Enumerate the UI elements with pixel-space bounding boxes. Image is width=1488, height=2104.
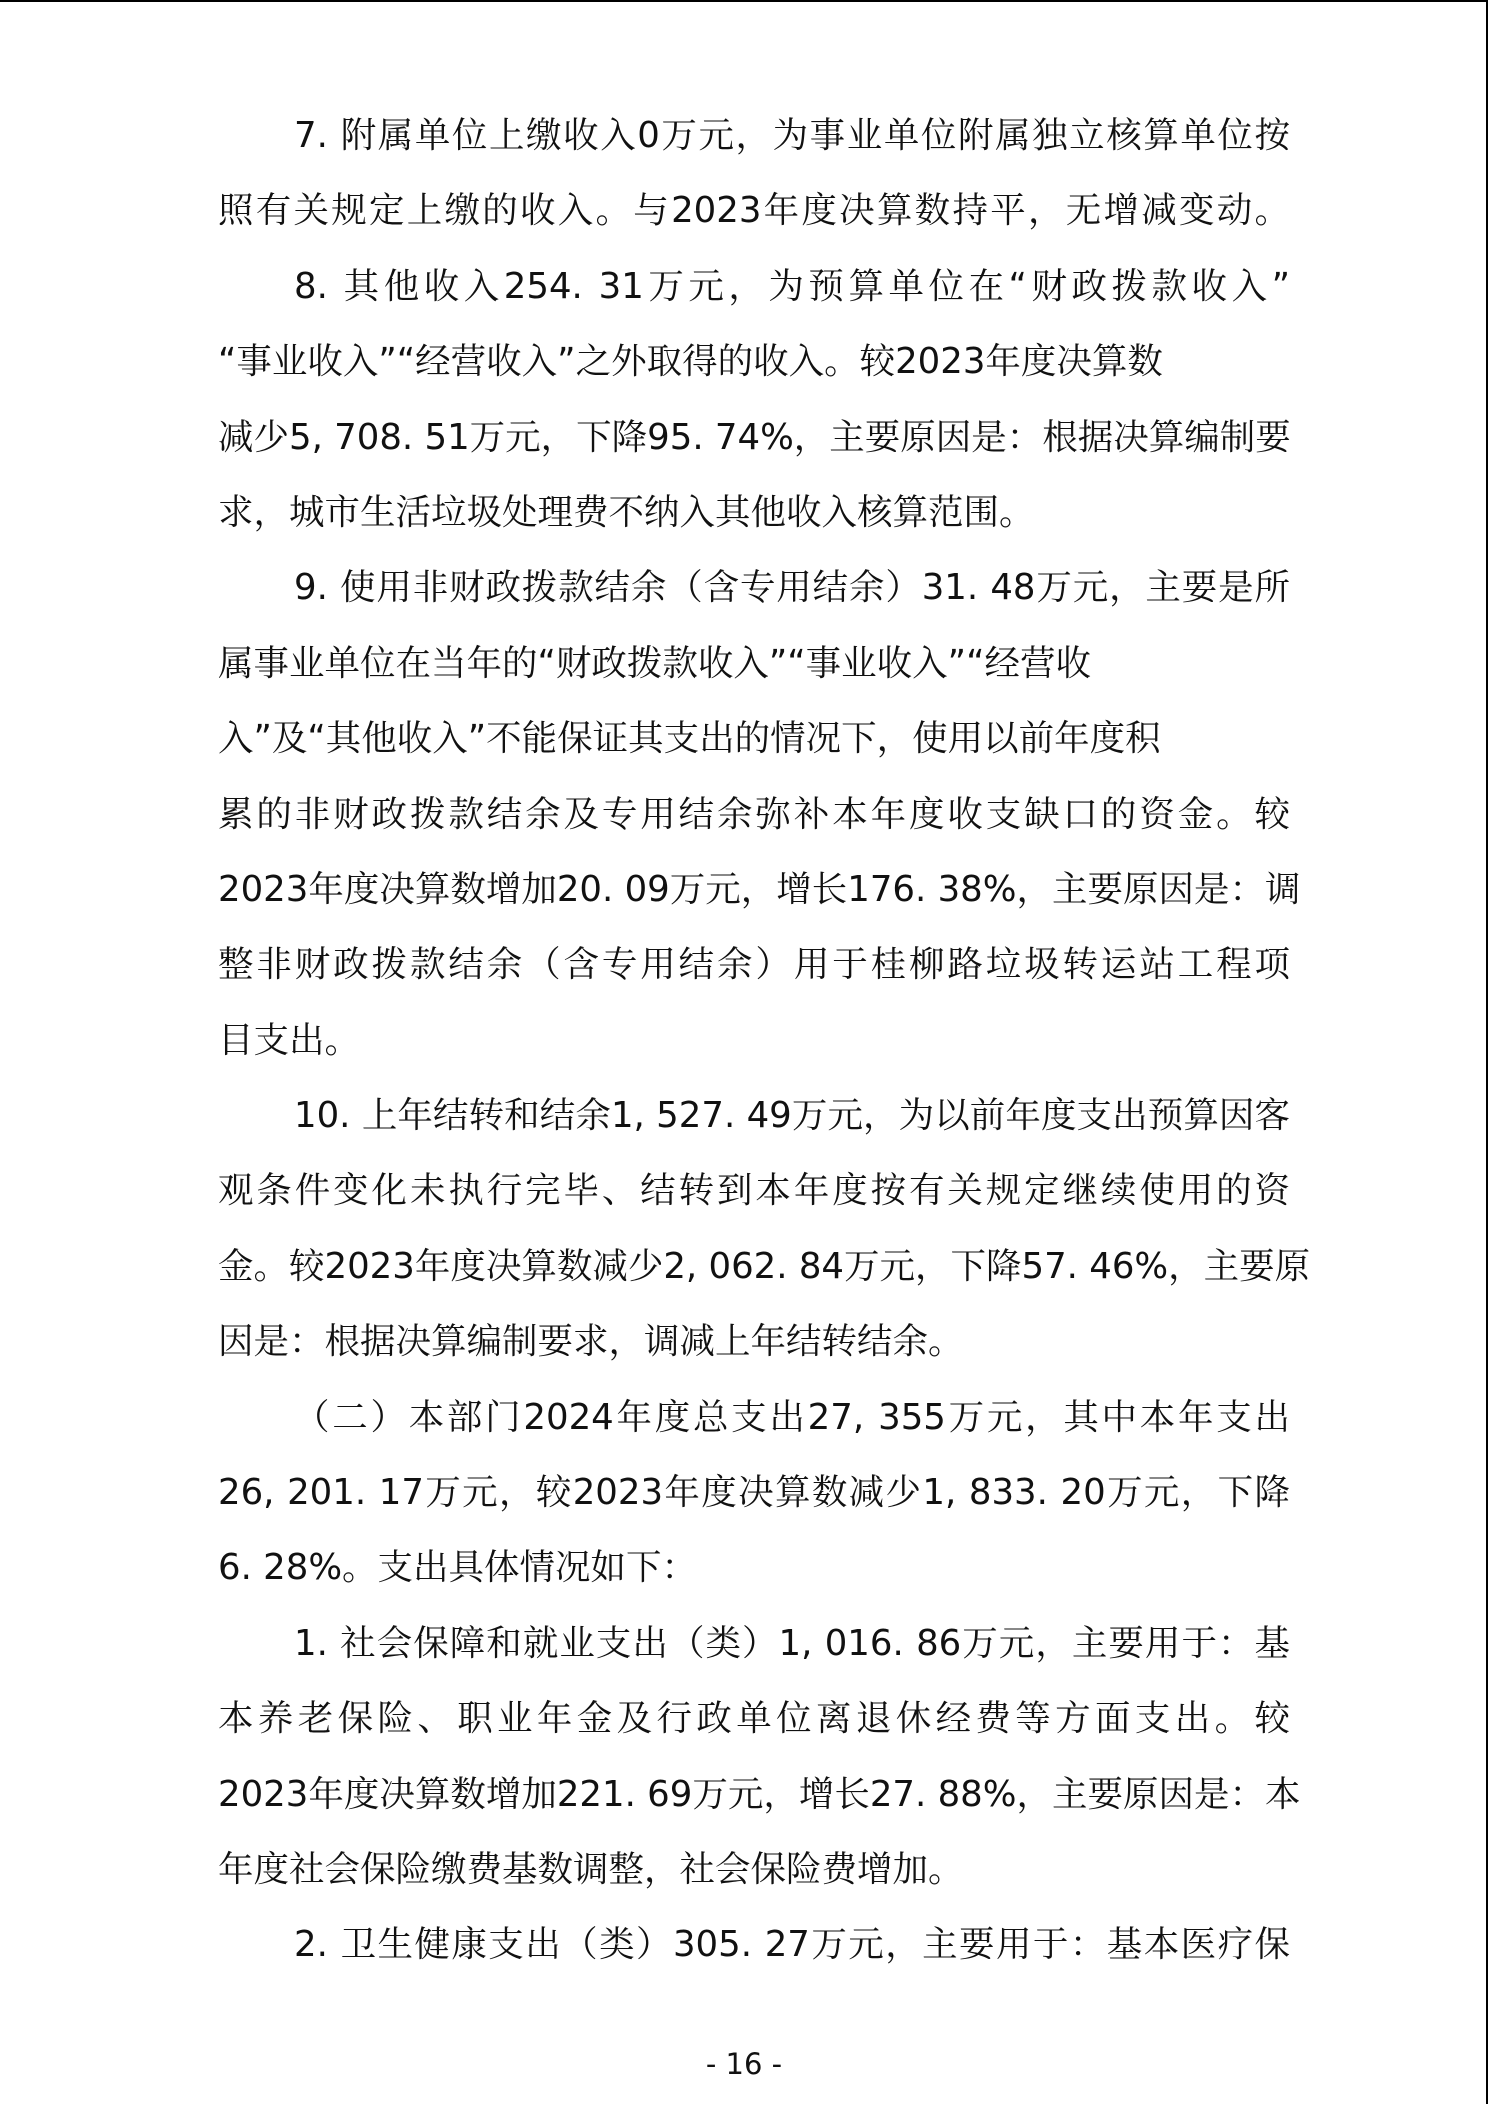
page-border-top	[0, 0, 1488, 2]
text-line: 2023年度决算数增加221. 69万元，增长27. 88%，主要原因是：本	[218, 1773, 1301, 1815]
text-line: 目支出。	[218, 1019, 361, 1061]
text-line: 金。较2023年度决算数减少2, 062. 84万元，下降57. 46%，主要原	[218, 1245, 1311, 1287]
page-number: - 16 -	[705, 2047, 783, 2081]
text-line: “事业收入”“经营收入”之外取得的收入。较2023年度决算数	[218, 341, 1163, 383]
text-line: 观条件变化未执行完毕、结转到本年度按有关规定继续使用的资	[218, 1170, 1290, 1212]
text-line: 9. 使用非财政拨款结余（含专用结余）31. 48万元，主要是所	[294, 567, 1290, 609]
text-line: （二）本部门2024年度总支出27, 355万元，其中本年支出	[294, 1396, 1290, 1438]
text-line: 1. 社会保障和就业支出（类）1, 016. 86万元，主要用于：基	[294, 1622, 1290, 1664]
text-line: 属事业单位在当年的“财政拨款收入”“事业收入”“经营收	[218, 642, 1091, 684]
text-line: 照有关规定上缴的收入。与2023年度决算数持平，无增减变动。	[218, 190, 1290, 232]
text-line: 因是：根据决算编制要求，调减上年结转结余。	[218, 1321, 964, 1363]
text-line: 入”及“其他收入”不能保证其支出的情况下，使用以前年度积	[218, 718, 1161, 760]
text-line: 本养老保险、职业年金及行政单位离退休经费等方面支出。较	[218, 1698, 1290, 1740]
text-line: 累的非财政拨款结余及专用结余弥补本年度收支缺口的资金。较	[218, 793, 1290, 835]
document-body	[218, 98, 1311, 1983]
text-line: 10. 上年结转和结余1, 527. 49万元，为以前年度支出预算因客	[294, 1095, 1290, 1137]
text-line: 7. 附属单位上缴收入0万元，为事业单位附属独立核算单位按	[294, 115, 1290, 156]
text-line: 2. 卫生健康支出（类）305. 27万元，主要用于：基本医疗保	[294, 1924, 1290, 1966]
text-line: 年度社会保险缴费基数调整，社会保险费增加。	[218, 1848, 964, 1890]
text-line: 减少5, 708. 51万元，下降95. 74%，主要原因是：根据决算编制要	[218, 416, 1291, 458]
text-line: 整非财政拨款结余（含专用结余）用于桂柳路垃圾转运站工程项	[218, 944, 1290, 986]
text-line: 6. 28%。支出具体情况如下：	[218, 1547, 698, 1589]
text-line: 求，城市生活垃圾处理费不纳入其他收入核算范围。	[218, 491, 1035, 533]
text-line: 8. 其他收入254. 31万元，为预算单位在“财政拨款收入”	[294, 265, 1290, 307]
text-line: 26, 201. 17万元，较2023年度决算数减少1, 833. 20万元，下降	[218, 1472, 1290, 1514]
text-line: 2023年度决算数增加20. 09万元，增长176. 38%，主要原因是：调	[218, 868, 1301, 910]
